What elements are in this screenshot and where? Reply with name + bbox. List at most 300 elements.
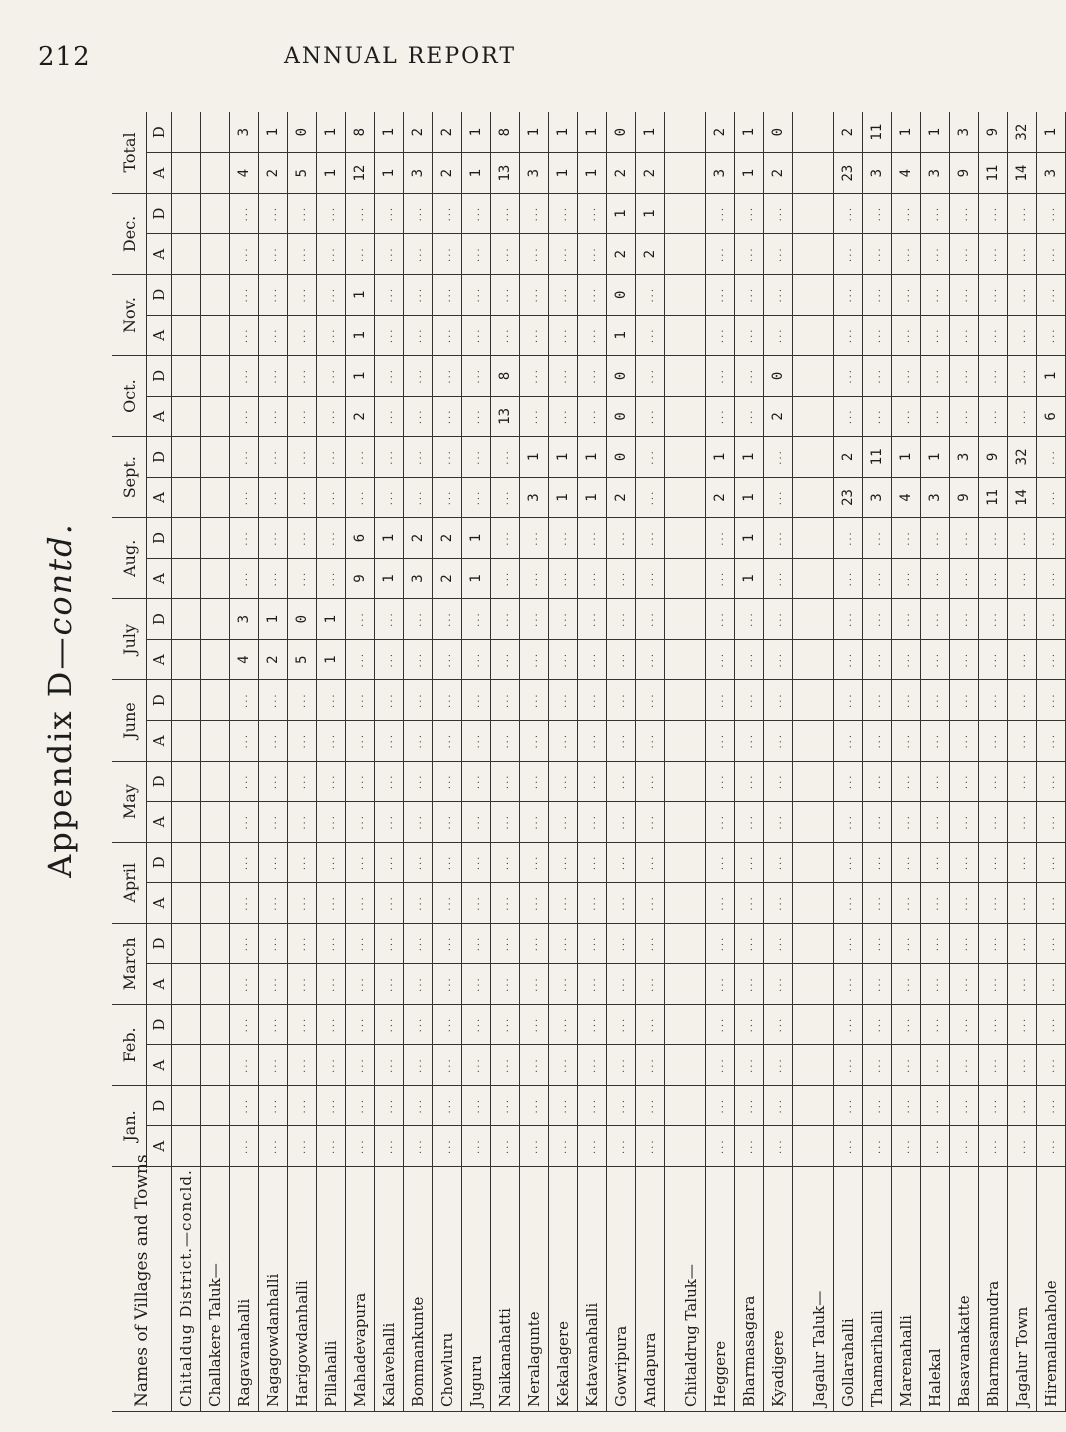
month-header-feb: Feb. — [112, 1004, 147, 1085]
cell-dec-a: 2 — [636, 234, 665, 275]
cell-dec-a: ... — [230, 234, 259, 275]
cell-nov-d: ... — [863, 274, 892, 315]
cell-may-a: ... — [607, 802, 636, 843]
table-row — [549, 112, 578, 1412]
taluk-name: Challakere Taluk— — [201, 1167, 230, 1412]
empty-cell — [172, 477, 201, 518]
table-row — [636, 112, 665, 1412]
month-header-total: Total — [112, 112, 147, 193]
empty-cell — [805, 842, 834, 883]
table-body — [172, 112, 1066, 1412]
cell-march-a: ... — [549, 964, 578, 1005]
table-row — [462, 112, 491, 1412]
cell-dec-a: ... — [404, 234, 433, 275]
empty-cell — [793, 923, 806, 964]
empty-cell — [201, 315, 230, 356]
cell-total-d: 0 — [607, 112, 636, 153]
cell-dec-d: ... — [921, 193, 950, 234]
cell-march-a: ... — [735, 964, 764, 1005]
cell-feb-d: ... — [979, 1004, 1008, 1045]
cell-oct-a: ... — [462, 396, 491, 437]
place-name: Naikanahatti — [491, 1167, 520, 1412]
cell-aug-a: ... — [979, 558, 1008, 599]
sub-header-total-a: A — [147, 153, 172, 194]
cell-dec-d: ... — [1037, 193, 1066, 234]
cell-aug-a: 9 — [346, 558, 375, 599]
cell-may-a: ... — [578, 802, 607, 843]
cell-dec-a: ... — [375, 234, 404, 275]
empty-cell — [201, 274, 230, 315]
cell-total-d: 0 — [288, 112, 317, 153]
empty-cell — [677, 396, 706, 437]
cell-march-a: ... — [607, 964, 636, 1005]
cell-jan-a: ... — [404, 1126, 433, 1167]
cell-aug-a: ... — [1037, 558, 1066, 599]
cell-june-d: ... — [834, 680, 863, 721]
cell-total-a: 3 — [706, 153, 735, 194]
cell-july-d: ... — [735, 599, 764, 640]
cell-feb-d: ... — [230, 1004, 259, 1045]
cell-dec-d: 1 — [636, 193, 665, 234]
cell-jan-a: ... — [764, 1126, 793, 1167]
empty-cell — [201, 153, 230, 194]
cell-aug-d: 1 — [462, 518, 491, 559]
cell-feb-d: ... — [863, 1004, 892, 1045]
cell-feb-d: ... — [549, 1004, 578, 1045]
cell-jan-d: ... — [259, 1085, 288, 1126]
cell-july-d: 1 — [317, 599, 346, 640]
cell-sept-d: 1 — [520, 437, 549, 478]
cell-april-d: ... — [979, 842, 1008, 883]
cell-dec-d: ... — [578, 193, 607, 234]
cell-may-a: ... — [230, 802, 259, 843]
cell-sept-a: ... — [462, 477, 491, 518]
cell-june-d: ... — [346, 680, 375, 721]
month-header-july: July — [112, 599, 147, 680]
table-row — [259, 112, 288, 1412]
table-row — [288, 112, 317, 1412]
cell-jan-a: ... — [520, 1126, 549, 1167]
cell-dec-d: ... — [834, 193, 863, 234]
cell-oct-a: ... — [1008, 396, 1037, 437]
cell-march-d: ... — [346, 923, 375, 964]
cell-aug-d: ... — [892, 518, 921, 559]
table-row — [433, 112, 462, 1412]
cell-feb-d: ... — [892, 1004, 921, 1045]
empty-cell — [805, 274, 834, 315]
cell-feb-a: ... — [607, 1045, 636, 1086]
cell-feb-a: ... — [433, 1045, 462, 1086]
spacer-row — [793, 112, 806, 1412]
cell-nov-d: ... — [892, 274, 921, 315]
cell-dec-a: ... — [979, 234, 1008, 275]
cell-aug-d: ... — [578, 518, 607, 559]
empty-cell — [677, 1045, 706, 1086]
sub-header-oct-a: A — [147, 396, 172, 437]
cell-march-a: ... — [979, 964, 1008, 1005]
cell-sept-d: ... — [259, 437, 288, 478]
cell-april-a: ... — [636, 883, 665, 924]
empty-cell — [665, 720, 678, 761]
cell-june-d: ... — [636, 680, 665, 721]
empty-cell — [665, 923, 678, 964]
cell-june-a: ... — [288, 720, 317, 761]
cell-sept-d: 11 — [863, 437, 892, 478]
cell-nov-a: ... — [462, 315, 491, 356]
cell-aug-a: 1 — [375, 558, 404, 599]
sub-header-may-a: A — [147, 802, 172, 843]
cell-may-a: ... — [764, 802, 793, 843]
cell-april-d: ... — [433, 842, 462, 883]
empty-cell — [677, 599, 706, 640]
cell-jan-d: ... — [636, 1085, 665, 1126]
cell-nov-d: ... — [921, 274, 950, 315]
sub-header-sept-a: A — [147, 477, 172, 518]
cell-total-a: 3 — [863, 153, 892, 194]
cell-march-a: ... — [288, 964, 317, 1005]
cell-nov-d: ... — [317, 274, 346, 315]
cell-may-a: ... — [317, 802, 346, 843]
cell-aug-a: ... — [834, 558, 863, 599]
cell-jan-d: ... — [549, 1085, 578, 1126]
empty-cell — [677, 518, 706, 559]
empty-cell — [793, 558, 806, 599]
cell-aug-a: ... — [259, 558, 288, 599]
empty-cell — [172, 599, 201, 640]
cell-dec-d: ... — [433, 193, 462, 234]
cell-dec-a: ... — [578, 234, 607, 275]
cell-nov-a: ... — [491, 315, 520, 356]
cell-total-a: 1 — [317, 153, 346, 194]
cell-nov-a: 1 — [346, 315, 375, 356]
cell-jan-d: ... — [317, 1085, 346, 1126]
cell-jan-a: ... — [834, 1126, 863, 1167]
cell-dec-d: ... — [706, 193, 735, 234]
empty-cell — [201, 1085, 230, 1126]
rotated-table — [112, 112, 1060, 1412]
empty-cell — [677, 112, 706, 153]
cell-oct-d: ... — [1008, 356, 1037, 397]
cell-may-d: ... — [578, 761, 607, 802]
cell-july-d: ... — [462, 599, 491, 640]
cell-dec-d: ... — [317, 193, 346, 234]
cell-nov-d: ... — [404, 274, 433, 315]
cell-sept-d: ... — [491, 437, 520, 478]
cell-nov-a: ... — [404, 315, 433, 356]
cell-march-d: ... — [404, 923, 433, 964]
cell-total-a: 14 — [1008, 153, 1037, 194]
cell-feb-d: ... — [491, 1004, 520, 1045]
cell-total-d: 0 — [764, 112, 793, 153]
cell-may-d: ... — [520, 761, 549, 802]
cell-feb-d: ... — [706, 1004, 735, 1045]
cell-june-a: ... — [735, 720, 764, 761]
place-name: Jagalur Town — [1008, 1167, 1037, 1412]
empty-cell — [201, 680, 230, 721]
sub-header-nov-a: A — [147, 315, 172, 356]
empty-cell — [201, 518, 230, 559]
sub-header-feb-a: A — [147, 1045, 172, 1086]
cell-oct-d: ... — [462, 356, 491, 397]
cell-april-d: ... — [1037, 842, 1066, 883]
cell-nov-d: ... — [375, 274, 404, 315]
place-name: Pillahalli — [317, 1167, 346, 1412]
empty-cell — [665, 396, 678, 437]
empty-cell — [793, 153, 806, 194]
cell-sept-d: ... — [404, 437, 433, 478]
cell-oct-a: ... — [979, 396, 1008, 437]
cell-april-a: ... — [259, 883, 288, 924]
cell-sept-d: ... — [317, 437, 346, 478]
cell-aug-d: ... — [979, 518, 1008, 559]
cell-aug-d: 1 — [735, 518, 764, 559]
empty-cell — [805, 1004, 834, 1045]
cell-total-a: 23 — [834, 153, 863, 194]
cell-aug-a: ... — [892, 558, 921, 599]
cell-march-d: ... — [735, 923, 764, 964]
cell-dec-a: ... — [288, 234, 317, 275]
cell-total-a: 1 — [462, 153, 491, 194]
cell-june-a: ... — [636, 720, 665, 761]
cell-jan-d: ... — [578, 1085, 607, 1126]
cell-june-a: ... — [520, 720, 549, 761]
cell-march-a: ... — [1037, 964, 1066, 1005]
cell-jan-a: ... — [433, 1126, 462, 1167]
cell-may-a: ... — [921, 802, 950, 843]
cell-july-d: ... — [706, 599, 735, 640]
cell-oct-a: 6 — [1037, 396, 1066, 437]
cell-march-d: ... — [892, 923, 921, 964]
cell-sept-d: 1 — [578, 437, 607, 478]
cell-dec-a: ... — [462, 234, 491, 275]
cell-june-d: ... — [404, 680, 433, 721]
cell-dec-a: ... — [834, 234, 863, 275]
cell-total-a: 3 — [1037, 153, 1066, 194]
empty-cell — [665, 1045, 678, 1086]
cell-dec-d: ... — [520, 193, 549, 234]
empty-cell — [805, 437, 834, 478]
cell-total-d: 8 — [491, 112, 520, 153]
cell-march-a: ... — [491, 964, 520, 1005]
cell-march-d: ... — [607, 923, 636, 964]
cell-dec-d: ... — [404, 193, 433, 234]
cell-july-a: ... — [462, 639, 491, 680]
empty-cell — [665, 558, 678, 599]
empty-cell — [677, 558, 706, 599]
cell-april-a: ... — [979, 883, 1008, 924]
cell-june-d: ... — [549, 680, 578, 721]
cell-nov-d: ... — [1037, 274, 1066, 315]
cell-jan-a: ... — [636, 1126, 665, 1167]
cell-nov-a: ... — [834, 315, 863, 356]
empty-cell — [793, 356, 806, 397]
table-row — [892, 112, 921, 1412]
table-row — [764, 112, 793, 1412]
cell-aug-a: ... — [549, 558, 578, 599]
cell-july-a: ... — [921, 639, 950, 680]
cell-oct-a: ... — [230, 396, 259, 437]
cell-total-d: 2 — [834, 112, 863, 153]
cell-july-d: ... — [549, 599, 578, 640]
empty-cell — [201, 761, 230, 802]
cell-march-d: ... — [578, 923, 607, 964]
cell-total-a: 1 — [549, 153, 578, 194]
cell-july-d: ... — [979, 599, 1008, 640]
cell-july-d: ... — [607, 599, 636, 640]
sub-header-dec-a: A — [147, 234, 172, 275]
empty-cell — [172, 964, 201, 1005]
cell-total-a: 12 — [346, 153, 375, 194]
empty-cell — [793, 1004, 806, 1045]
cell-may-d: ... — [404, 761, 433, 802]
cell-may-a: ... — [863, 802, 892, 843]
empty-cell — [805, 518, 834, 559]
cell-dec-d: ... — [346, 193, 375, 234]
cell-july-a: ... — [549, 639, 578, 680]
cell-nov-d: ... — [288, 274, 317, 315]
cell-oct-d: ... — [317, 356, 346, 397]
cell-june-d: ... — [1008, 680, 1037, 721]
place-name: Katavanahalli — [578, 1167, 607, 1412]
cell-nov-a: ... — [979, 315, 1008, 356]
cell-total-a: 2 — [433, 153, 462, 194]
empty-cell — [805, 883, 834, 924]
cell-total-d: 1 — [921, 112, 950, 153]
cell-feb-a: ... — [1037, 1045, 1066, 1086]
table-row — [230, 112, 259, 1412]
cell-july-a: ... — [375, 639, 404, 680]
cell-oct-a: ... — [706, 396, 735, 437]
cell-jan-d: ... — [764, 1085, 793, 1126]
cell-sept-a: 3 — [863, 477, 892, 518]
cell-sept-d: ... — [433, 437, 462, 478]
empty-cell — [793, 883, 806, 924]
cell-nov-d: 1 — [346, 274, 375, 315]
cell-nov-a: ... — [230, 315, 259, 356]
cell-oct-d: 8 — [491, 356, 520, 397]
empty-cell — [805, 964, 834, 1005]
empty-cell — [665, 599, 678, 640]
cell-feb-a: ... — [404, 1045, 433, 1086]
cell-june-d: ... — [863, 680, 892, 721]
cell-march-d: ... — [706, 923, 735, 964]
cell-feb-d: ... — [578, 1004, 607, 1045]
cell-june-d: ... — [462, 680, 491, 721]
cell-march-d: ... — [491, 923, 520, 964]
cell-april-a: ... — [764, 883, 793, 924]
cell-april-d: ... — [892, 842, 921, 883]
cell-may-a: ... — [1008, 802, 1037, 843]
sub-header-jan-a: A — [147, 1126, 172, 1167]
cell-march-d: ... — [863, 923, 892, 964]
empty-cell — [665, 802, 678, 843]
cell-total-d: 1 — [462, 112, 491, 153]
cell-feb-a: ... — [979, 1045, 1008, 1086]
empty-cell — [793, 964, 806, 1005]
empty-cell — [793, 599, 806, 640]
cell-july-d: ... — [950, 599, 979, 640]
cell-july-a: ... — [491, 639, 520, 680]
cell-total-a: 2 — [607, 153, 636, 194]
cell-total-a: 1 — [578, 153, 607, 194]
empty-cell — [793, 477, 806, 518]
cell-july-a: ... — [1037, 639, 1066, 680]
cell-feb-a: ... — [834, 1045, 863, 1086]
cell-jan-a: ... — [462, 1126, 491, 1167]
cell-total-d: 1 — [636, 112, 665, 153]
empty-cell — [805, 477, 834, 518]
cell-june-d: ... — [259, 680, 288, 721]
cell-april-a: ... — [230, 883, 259, 924]
cell-june-d: ... — [317, 680, 346, 721]
cell-aug-d: ... — [1008, 518, 1037, 559]
cell-may-d: ... — [892, 761, 921, 802]
cell-may-d: ... — [921, 761, 950, 802]
place-name: Thamarihalli — [863, 1167, 892, 1412]
cell-feb-a: ... — [288, 1045, 317, 1086]
cell-jan-d: ... — [520, 1085, 549, 1126]
cell-feb-a: ... — [491, 1045, 520, 1086]
cell-may-a: ... — [892, 802, 921, 843]
cell-april-d: ... — [491, 842, 520, 883]
cell-july-d: 1 — [259, 599, 288, 640]
empty-cell — [201, 112, 230, 153]
empty-cell — [201, 842, 230, 883]
empty-cell — [201, 639, 230, 680]
empty-cell — [665, 964, 678, 1005]
cell-march-a: ... — [462, 964, 491, 1005]
cell-sept-a: 9 — [950, 477, 979, 518]
cell-jan-d: ... — [462, 1085, 491, 1126]
spacer-row — [665, 112, 678, 1412]
empty-cell — [677, 842, 706, 883]
cell-oct-a: ... — [834, 396, 863, 437]
cell-oct-a: ... — [863, 396, 892, 437]
cell-jan-d: ... — [706, 1085, 735, 1126]
cell-july-a: ... — [735, 639, 764, 680]
table-row — [578, 112, 607, 1412]
cell-oct-d: 0 — [764, 356, 793, 397]
empty-cell — [665, 234, 678, 275]
cell-may-d: ... — [636, 761, 665, 802]
cell-july-d: ... — [834, 599, 863, 640]
cell-aug-a: ... — [607, 558, 636, 599]
empty-cell — [665, 356, 678, 397]
cell-aug-d: ... — [259, 518, 288, 559]
cell-total-d: 32 — [1008, 112, 1037, 153]
cell-march-d: ... — [462, 923, 491, 964]
cell-april-a: ... — [892, 883, 921, 924]
cell-march-a: ... — [834, 964, 863, 1005]
empty-cell — [677, 477, 706, 518]
cell-oct-a: ... — [636, 396, 665, 437]
cell-nov-d: ... — [433, 274, 462, 315]
cell-oct-d: ... — [230, 356, 259, 397]
cell-march-a: ... — [578, 964, 607, 1005]
cell-oct-d: ... — [520, 356, 549, 397]
place-name: Ragavanahalli — [230, 1167, 259, 1412]
place-name: Mahadevapura — [346, 1167, 375, 1412]
cell-may-a: ... — [259, 802, 288, 843]
cell-aug-a: ... — [764, 558, 793, 599]
empty-cell — [793, 802, 806, 843]
cell-march-a: ... — [921, 964, 950, 1005]
place-name: Gowripura — [607, 1167, 636, 1412]
cell-nov-a: ... — [288, 315, 317, 356]
sub-header-april-a: A — [147, 883, 172, 924]
sub-header-july-d: D — [147, 599, 172, 640]
cell-june-a: ... — [375, 720, 404, 761]
